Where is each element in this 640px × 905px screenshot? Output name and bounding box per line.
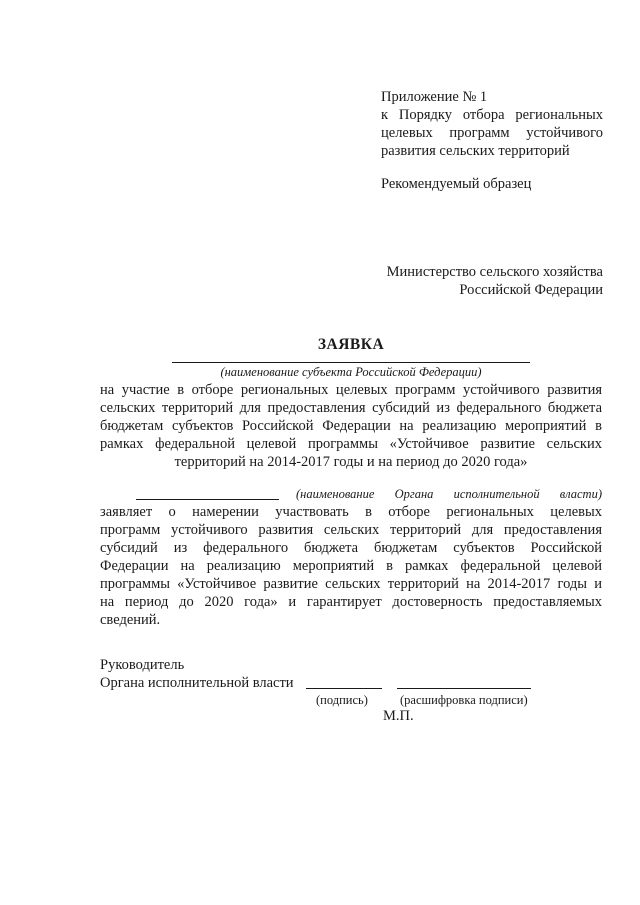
purpose-line-1: на участие в отборе региональных целевых программ устойчивого развития [100,382,602,398]
document-title: ЗАЯВКА [317,336,385,353]
statement-line-3: субсидий из федерального бюджета бюджетам субъектов Российской [100,540,602,556]
organ-name-caption: (наименование Органа исполнительной власти) [296,487,602,501]
signature-decode-caption: (расшифровка подписи) [400,693,528,707]
statement-line-7: сведений. [100,612,161,628]
purpose-line-5: территорий на 2014-2017 годы и на период до 2020 года» [174,454,528,470]
purpose-line-2: сельских территорий для предоставления субсидий из федерального бюджета [100,400,602,416]
subject-name-field [172,362,530,363]
statement-line-2: программ устойчивого развития сельских территорий для предоставления [100,522,602,538]
appendix-number: Приложение № 1 [381,89,488,105]
signatory-organ: Органа исполнительной власти [100,675,294,691]
stamp-place: М.П. [383,708,414,724]
subject-name-caption: (наименование субъекта Российской Федерации) [220,365,482,379]
signature-field [306,688,382,689]
purpose-line-4: рамках федеральной целевой программы «Устойчивое развитие сельских [100,436,602,452]
statement-line-6: на период до 2020 года» и гарантирует достоверность предоставляемых [100,594,602,610]
signature-caption: (подпись) [316,693,368,707]
recommended-sample: Рекомендуемый образец [381,176,532,192]
addressee-line-1: Министерство сельского хозяйства [386,264,603,280]
statement-line-4: Федерации на реализацию мероприятий в рамках федеральной целевой [100,558,602,574]
statement-line-1: заявляет о намерении участвовать в отборе региональных целевых [100,504,602,520]
addressee-line-2: Российской Федерации [459,282,603,298]
signatory-title: Руководитель [100,657,185,673]
statement-line-5: программы «Устойчивое развитие сельских территорий на 2014-2017 годы и [100,576,602,592]
appendix-line-3: целевых программ устойчивого [381,125,603,141]
appendix-line-2: к Порядку отбора региональных [381,107,603,123]
organ-name-field [136,499,279,500]
signature-decode-field [397,688,531,689]
purpose-line-3: бюджетам субъектов Российской Федерации на реализацию мероприятий в [100,418,602,434]
appendix-line-4: развития сельских территорий [381,143,570,159]
